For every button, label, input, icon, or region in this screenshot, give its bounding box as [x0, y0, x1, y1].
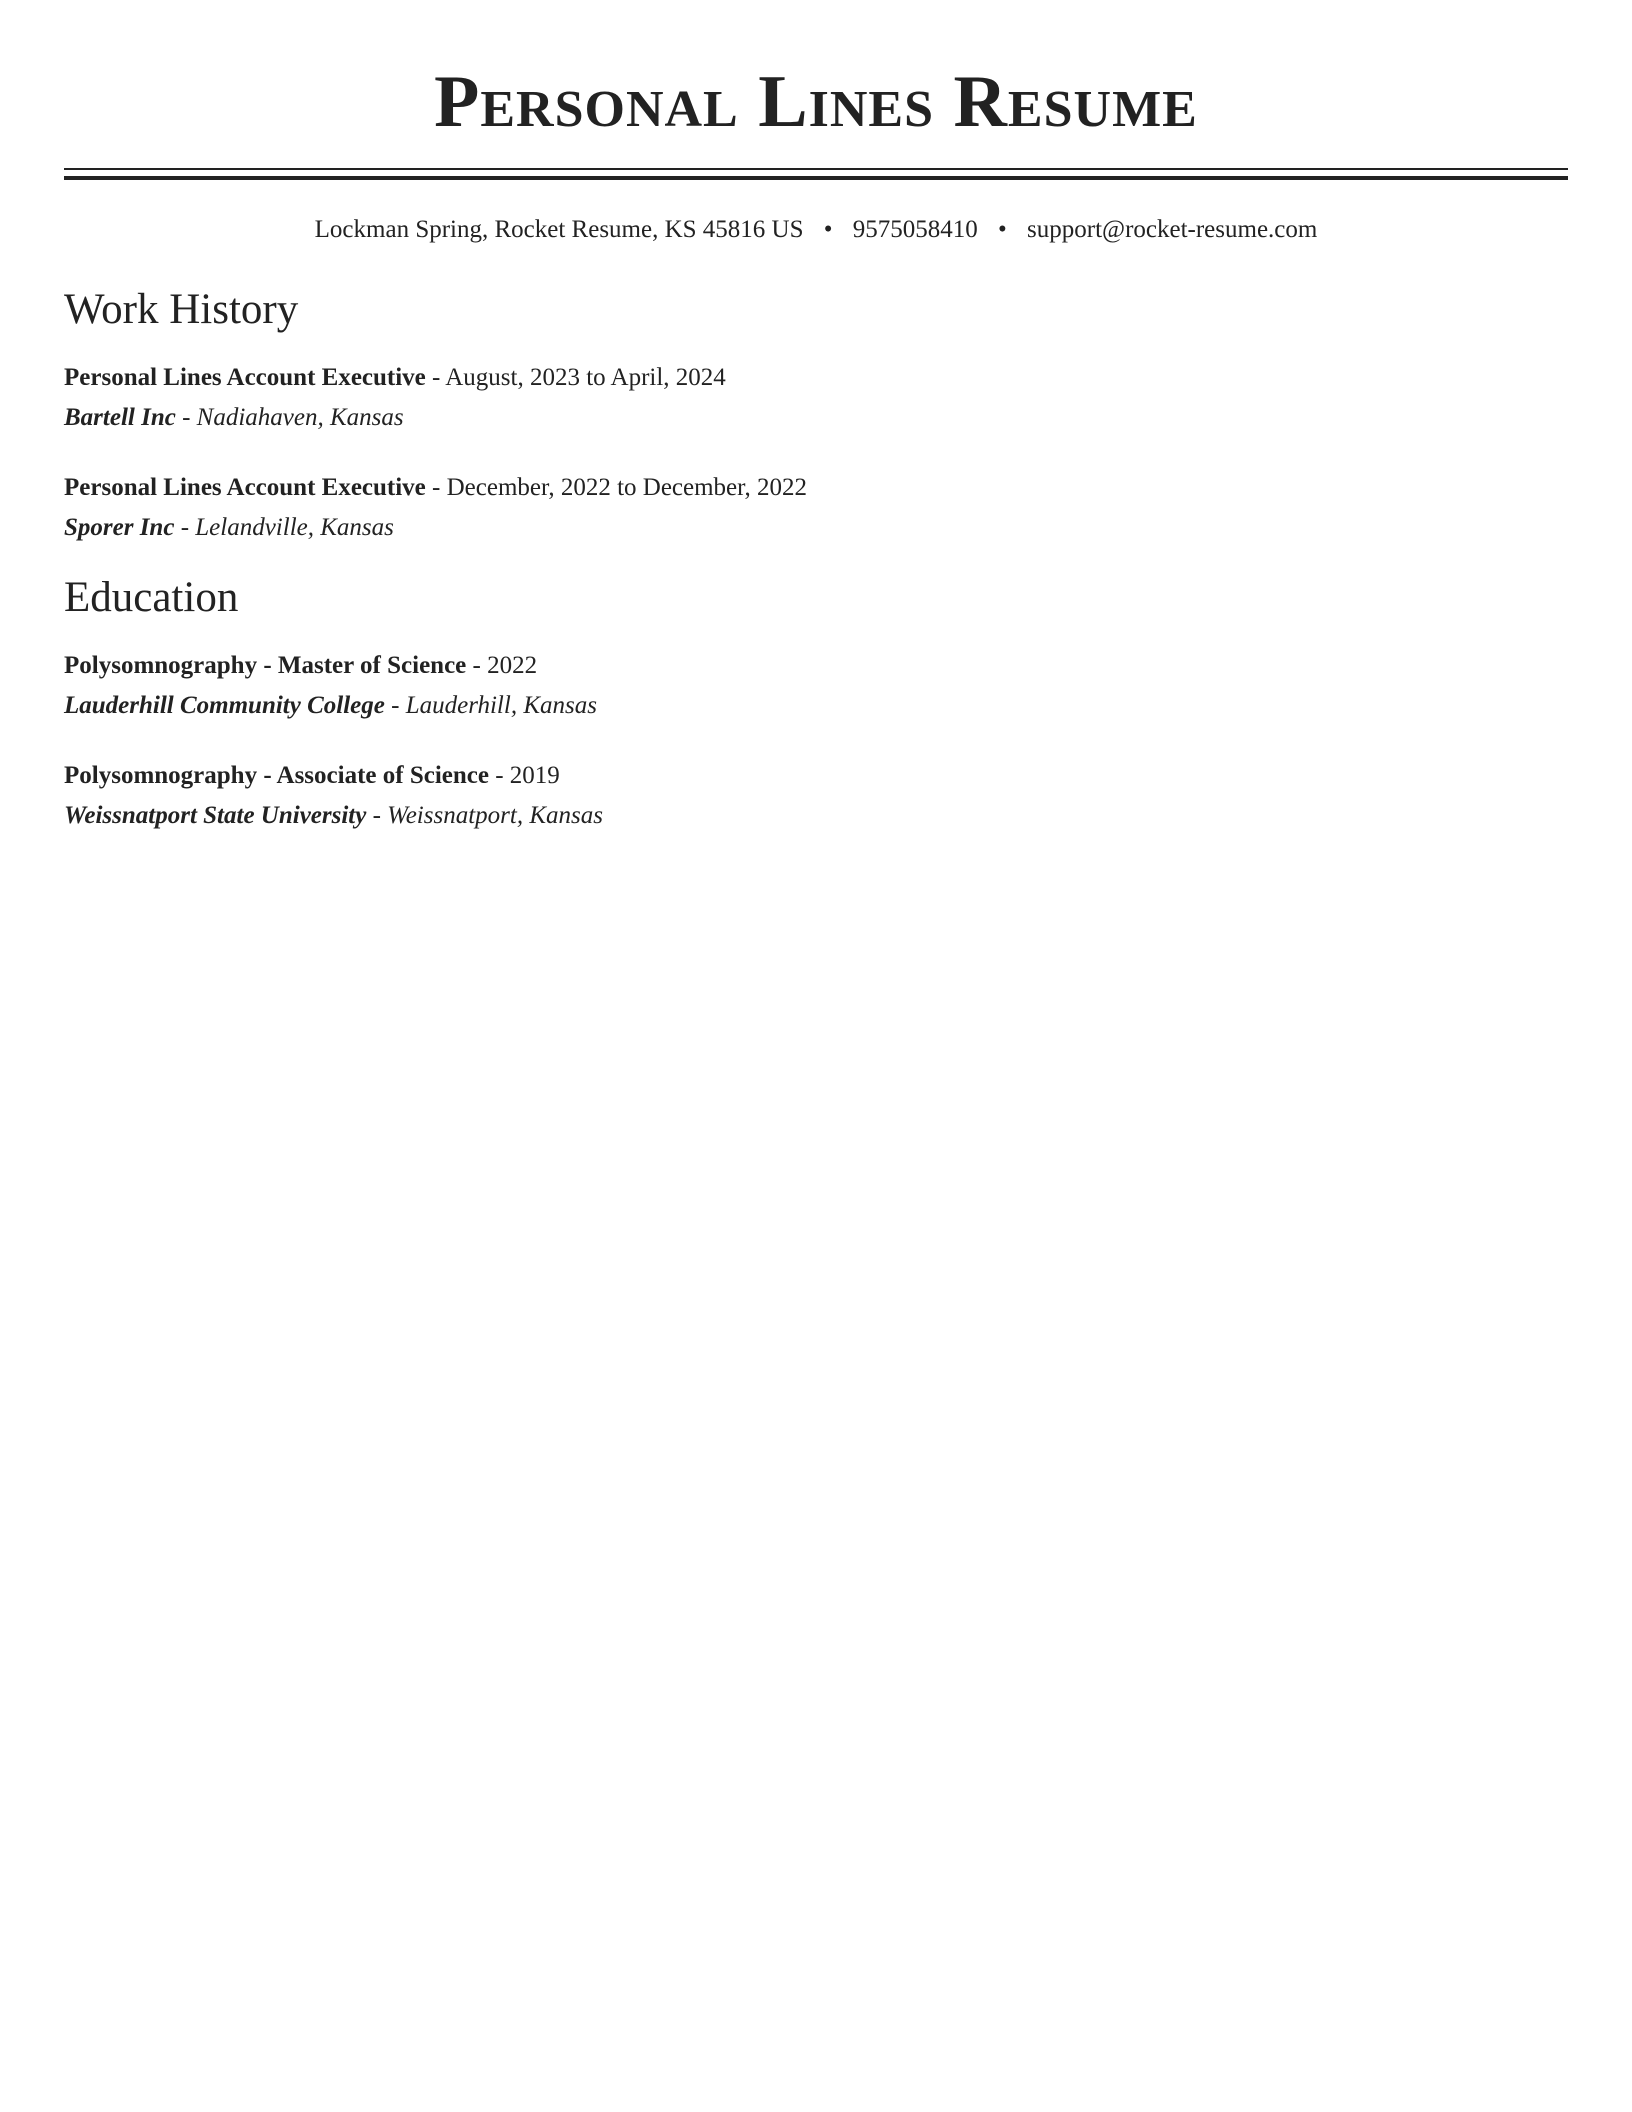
graduation-year: 2019 [509, 762, 560, 789]
work-entry [64, 358, 1568, 438]
contact-email: support@rocket-resume.com [1027, 216, 1318, 243]
graduation-year: 2022 [487, 652, 538, 679]
work-entry-company-line [64, 508, 1568, 548]
work-entry [64, 468, 1568, 548]
school-name: Lauderhill Community College [64, 692, 385, 719]
dash: - [466, 652, 488, 679]
dash: - [488, 762, 510, 789]
education-entry [64, 756, 1568, 836]
education-entry-school-line [64, 686, 1568, 726]
job-dates: December, 2022 to December, 2022 [446, 474, 807, 501]
company-location: Nadiahaven, Kansas [196, 404, 404, 431]
job-dates: August, 2023 to April, 2024 [445, 364, 726, 391]
contact-separator: • [823, 216, 833, 243]
school-location: Weissnatport, Kansas [387, 802, 603, 829]
contact-phone: 9575058410 [852, 216, 978, 243]
school-location: Lauderhill, Kansas [405, 692, 597, 719]
degree-title: Polysomnography - Associate of Science [64, 762, 489, 789]
education-entry-school-line [64, 796, 1568, 836]
work-entry-title-line [64, 468, 1568, 508]
company-name: Sporer Inc [64, 514, 175, 541]
school-name: Weissnatport State University [64, 802, 367, 829]
education-heading: Education [64, 574, 239, 621]
work-entry-company-line [64, 398, 1568, 438]
education-entry-degree-line [64, 646, 1568, 686]
job-title: Personal Lines Account Executive [64, 364, 426, 391]
dash: - [425, 474, 447, 501]
contact-separator: • [998, 216, 1007, 243]
contact-address: Lockman Spring, Rocket Resume, KS 45816 US [314, 216, 804, 243]
education-entry [64, 646, 1568, 726]
company-name: Bartell Inc [64, 404, 176, 431]
title-double-rule [64, 168, 1568, 180]
company-location: Lelandville, Kansas [195, 514, 394, 541]
contact-line [64, 214, 1568, 246]
resume-title: Personal Lines Resume [434, 61, 1198, 143]
dash: - [175, 404, 197, 431]
dash: - [425, 364, 446, 391]
degree-title: Polysomnography - Master of Science [64, 652, 467, 679]
dash: - [174, 514, 196, 541]
dash: - [384, 692, 406, 719]
work-entry-title-line [64, 358, 1568, 398]
work-history-heading: Work History [64, 286, 299, 333]
job-title: Personal Lines Account Executive [64, 474, 426, 501]
education-entry-degree-line [64, 756, 1568, 796]
dash: - [366, 802, 388, 829]
